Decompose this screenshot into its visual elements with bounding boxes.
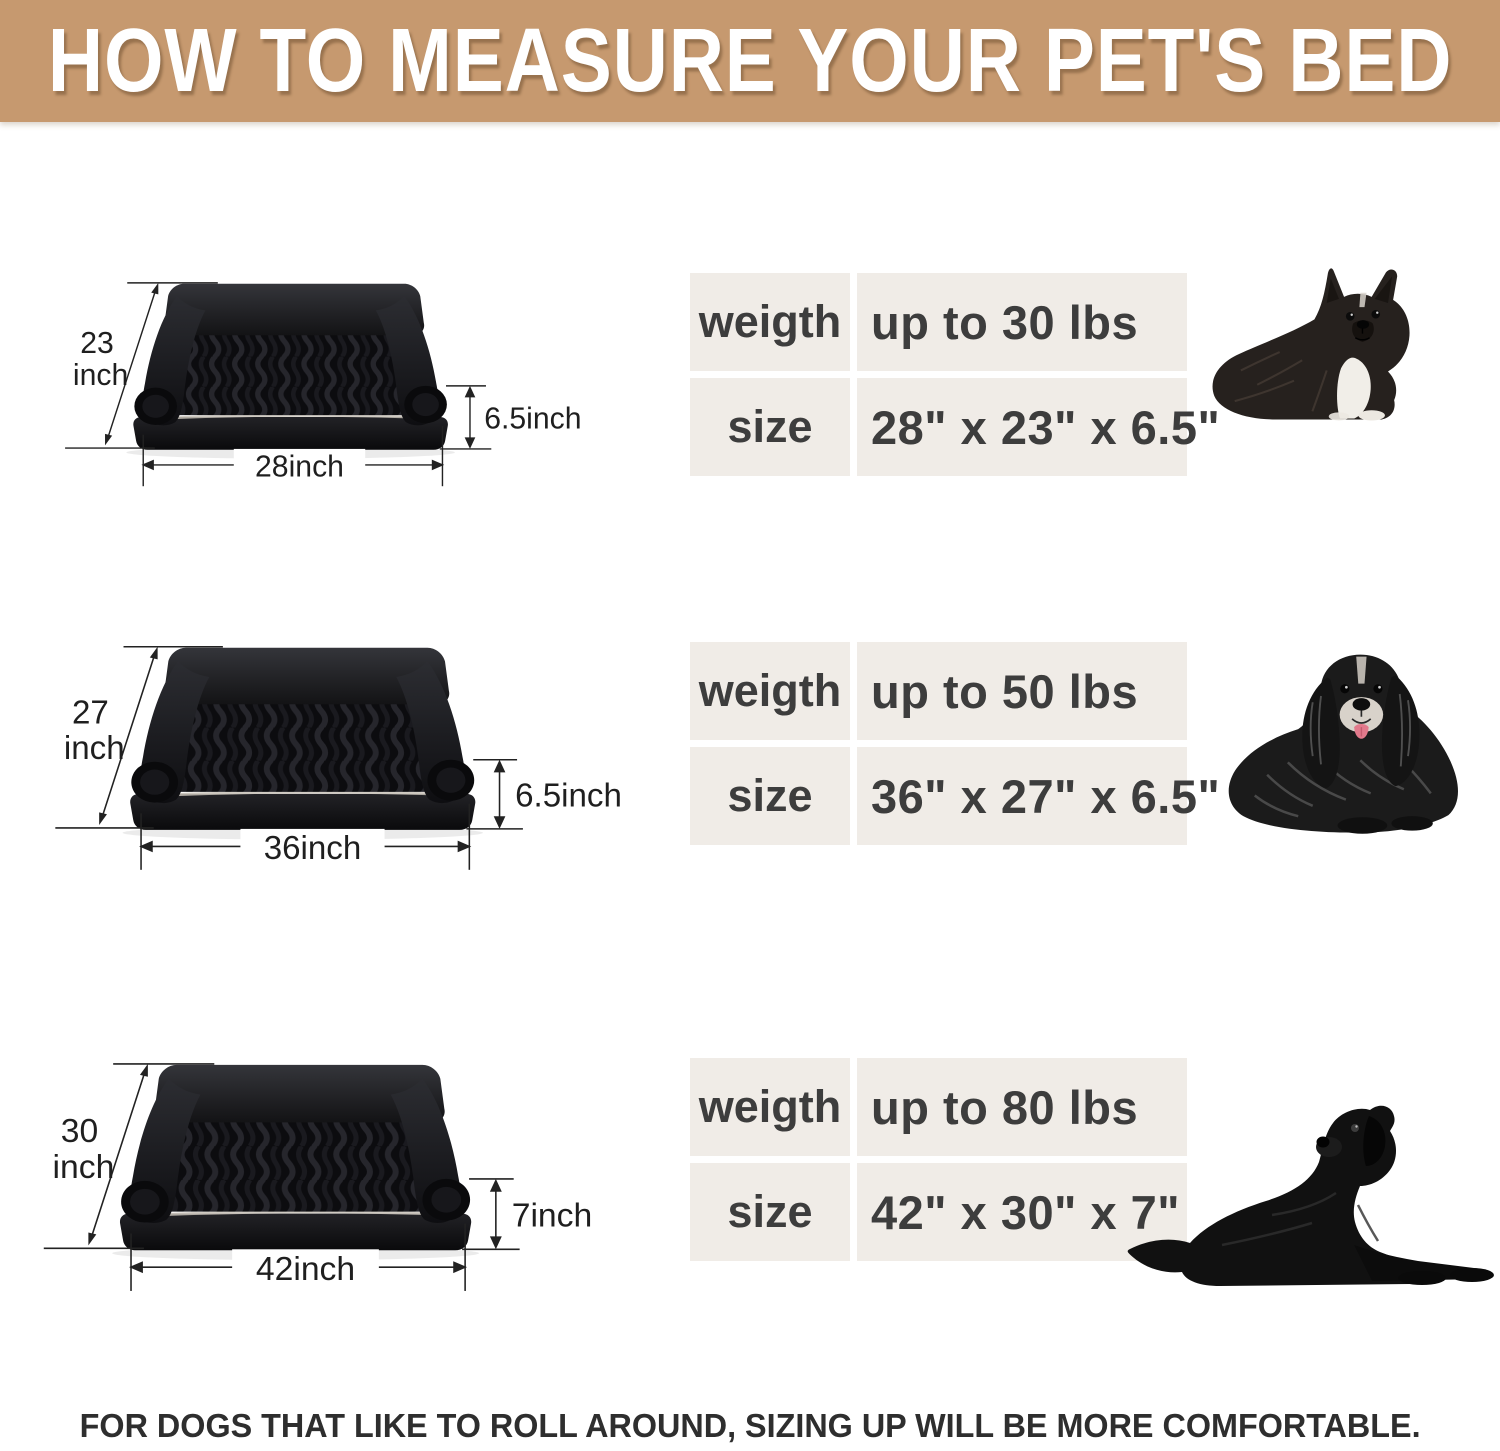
weight-label-cell	[690, 642, 850, 740]
dog-photo-cocker-spaniel	[1205, 640, 1495, 837]
weight-value: up to 80 lbs	[871, 1080, 1139, 1134]
bed-diagram-medium	[30, 628, 622, 872]
weight-value: up to 30 lbs	[871, 295, 1139, 349]
size-label: size	[727, 1186, 813, 1237]
size-label-cell	[690, 747, 850, 845]
sizing-note: FOR DOGS THAT LIKE TO ROLL AROUND, SIZING UP WILL BE MORE COMFORTABLE.	[79, 1407, 1421, 1444]
spec-table-small	[690, 273, 1221, 476]
dim-depth-value: 23	[80, 327, 114, 361]
weight-label: weigth	[698, 1081, 842, 1132]
dog-photo-black-labrador	[1122, 1085, 1500, 1305]
size-label-cell	[690, 1163, 850, 1261]
weight-value: up to 50 lbs	[871, 664, 1139, 718]
spec-table-large	[690, 1058, 1187, 1261]
weight-value-cell	[857, 642, 1187, 740]
size-value: 28" x 23" x 6.5"	[871, 400, 1221, 454]
size-label: size	[727, 401, 813, 452]
dim-depth-unit: inch	[72, 358, 129, 392]
weight-label: weigth	[698, 296, 842, 347]
size-value: 36" x 27" x 6.5"	[871, 769, 1221, 823]
dim-width-label: 36inch	[263, 830, 362, 868]
size-value-cell	[857, 378, 1221, 476]
dim-width-label: 42inch	[255, 1250, 356, 1289]
dim-depth-value: 30	[60, 1112, 99, 1151]
size-value-cell	[857, 747, 1221, 845]
dim-depth-unit: inch	[52, 1147, 115, 1186]
size-label: size	[727, 770, 813, 821]
title-banner	[0, 0, 1500, 122]
dim-height-label: 6.5inch	[484, 402, 582, 436]
spec-table-medium	[690, 642, 1221, 845]
weight-label-cell	[690, 1058, 850, 1156]
weight-label-cell	[690, 273, 850, 371]
dim-depth-value: 27	[71, 694, 109, 732]
weight-value-cell	[857, 273, 1187, 371]
bed-diagram-large	[18, 1045, 593, 1293]
dim-width-label: 28inch	[255, 450, 344, 484]
page-title: HOW TO MEASURE YOUR PET'S BED	[47, 10, 1453, 111]
weight-label: weigth	[698, 665, 842, 716]
dog-photo-french-bulldog	[1200, 258, 1435, 442]
dim-height-label: 7inch	[511, 1196, 593, 1235]
dim-depth-unit: inch	[63, 729, 125, 767]
size-label-cell	[690, 378, 850, 476]
bed-diagram-small	[42, 266, 582, 488]
footer-note-bar	[0, 1402, 1500, 1450]
size-value: 42" x 30" x 7"	[871, 1185, 1181, 1239]
dim-height-label: 6.5inch	[515, 777, 622, 815]
